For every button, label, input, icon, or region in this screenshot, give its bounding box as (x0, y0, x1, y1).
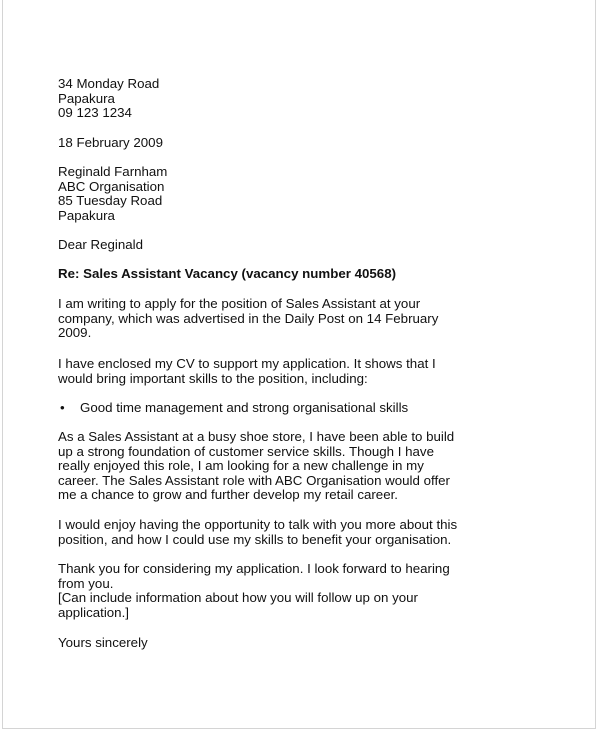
sender-address (58, 77, 159, 121)
salutation-text: Dear Reginald (58, 237, 144, 252)
paragraph-opportunity (58, 518, 457, 547)
bullet-icon: • (60, 400, 65, 415)
paragraph-line: from you. (58, 575, 114, 591)
paragraph-line: [Can include information about how you will follow up on your (58, 590, 418, 606)
paragraph-cv (58, 357, 436, 386)
paragraph-line: application.] (58, 604, 129, 620)
paragraph-line: As a Sales Assistant at a busy shoe store, I have been able to build (58, 429, 455, 444)
salutation (58, 238, 143, 253)
date-text: 18 February 2009 (58, 135, 163, 150)
recipient-line: Papakura (58, 207, 115, 223)
sender-line: 34 Monday Road (58, 76, 160, 91)
paragraph-intro (58, 297, 438, 341)
paragraph-line: 2009. (58, 325, 92, 341)
recipient-line: Reginald Farnham (58, 164, 168, 179)
paragraph-line: me a chance to grow and further develop my retail career. (58, 487, 398, 503)
closing (58, 636, 148, 651)
paragraph-line: position, and how I could use my skills to benefit your organisation. (58, 531, 452, 547)
recipient-line: 85 Tuesday Road (58, 193, 163, 209)
paragraph-line: really enjoyed this role, I am looking for a new challenge in my (58, 458, 424, 474)
paragraph-line: Thank you for considering my application. I look forward to hearing (58, 561, 450, 576)
paragraph-line: company, which was advertised in the Daily Post on 14 February (58, 310, 439, 326)
letter-date (58, 136, 163, 151)
paragraph-line: would bring important skills to the position, including: (58, 370, 368, 386)
sender-line: Papakura (58, 90, 115, 106)
paragraph-line: I have enclosed my CV to support my application. It shows that I (58, 356, 436, 371)
closing-text: Yours sincerely (58, 635, 148, 650)
recipient-line: ABC Organisation (58, 178, 165, 194)
recipient-address (58, 165, 167, 223)
paragraph-line: up a strong foundation of customer service skills. Though I have (58, 443, 434, 459)
paragraph-line: I would enjoy having the opportunity to talk with you more about this (58, 517, 458, 532)
subject-text: Re: Sales Assistant Vacancy (vacancy number 40568) (58, 266, 397, 281)
paragraph-line: I am writing to apply for the position of Sales Assistant at your (58, 296, 421, 311)
bullet-text: Good time management and strong organisational skills (80, 400, 409, 415)
subject-line (58, 267, 396, 282)
sender-line: 09 123 1234 (58, 105, 132, 121)
paragraph-line: career. The Sales Assistant role with ABC Organisation would offer (58, 472, 450, 488)
paragraph-thanks (58, 562, 450, 620)
paragraph-experience (58, 430, 454, 503)
